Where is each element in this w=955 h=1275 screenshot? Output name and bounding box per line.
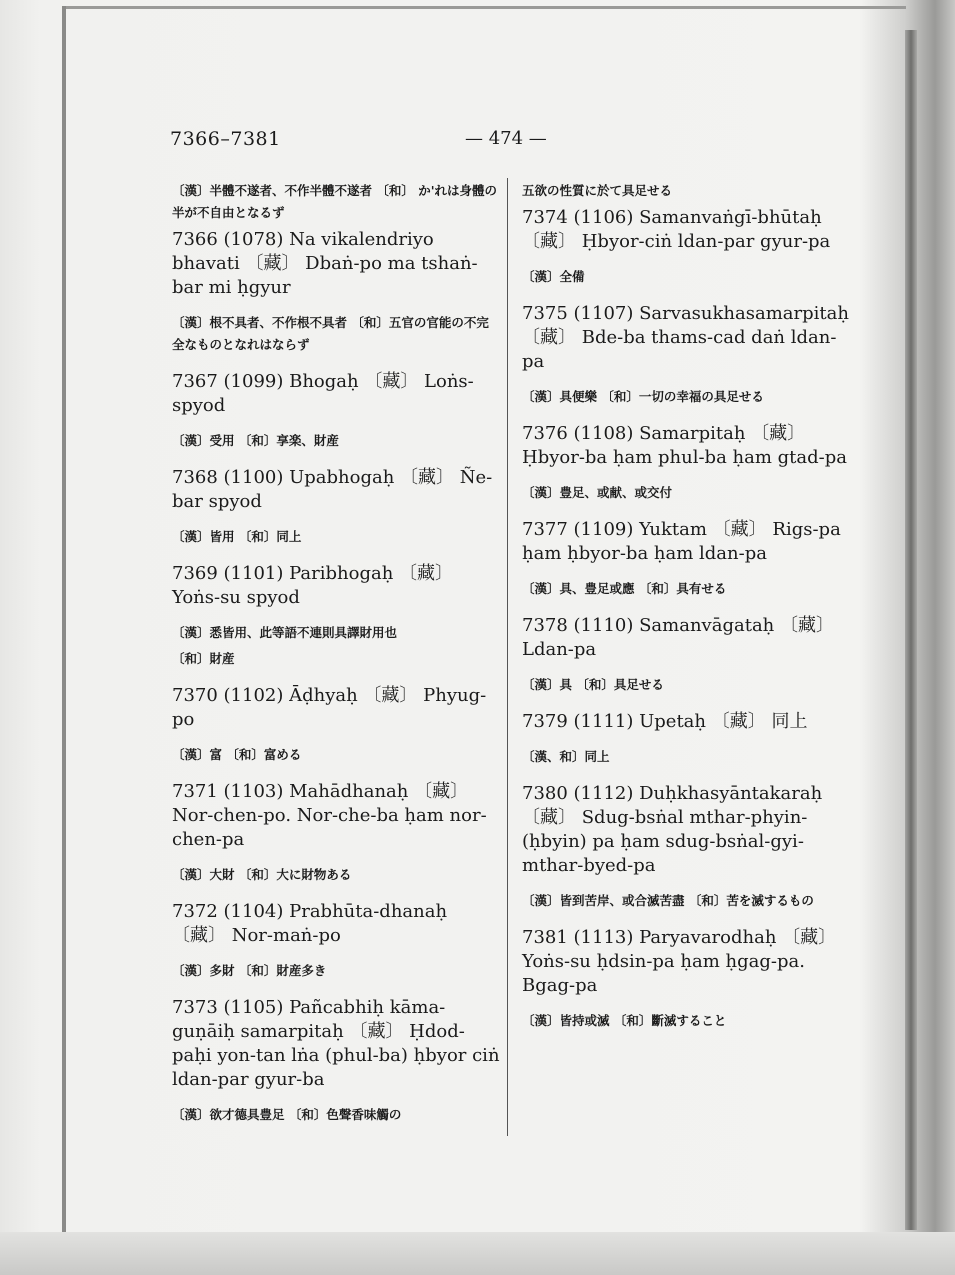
dictionary-entry: 7378 (1110) Samanvāgataḥ 〔藏〕 Ldan-pa bbox=[522, 615, 834, 660]
jp-gloss: 〔漢、和〕同上 bbox=[522, 749, 610, 764]
dictionary-entry: 7368 (1100) Upabhogaḥ 〔藏〕 Ñe-bar spyod bbox=[172, 467, 493, 512]
jp-gloss: 〔漢〕全備 bbox=[522, 269, 585, 284]
dictionary-entry: 7379 (1111) Upetaḥ 〔藏〕 同上 bbox=[522, 711, 808, 732]
dictionary-entry: 7369 (1101) Paribhogaḥ 〔藏〕 Yoṅs-su spyod bbox=[172, 563, 454, 608]
jp-gloss: 〔漢〕欲才德具豊足 〔和〕色聲香味觸の bbox=[172, 1107, 402, 1122]
page-top-edge bbox=[66, 6, 906, 9]
jp-gloss: 〔漢〕具、豊足或應 〔和〕具有せる bbox=[522, 581, 727, 596]
page-number: — 474 — bbox=[465, 128, 547, 149]
dictionary-entry: 7370 (1102) Āḍhyaḥ 〔藏〕 Phyug-po bbox=[172, 685, 487, 730]
left-column bbox=[172, 180, 500, 1140]
jp-gloss: 〔漢〕皆持或滅 〔和〕斷滅すること bbox=[522, 1013, 727, 1028]
jp-gloss: 〔漢〕具便樂 〔和〕一切の幸福の具足せる bbox=[522, 389, 764, 404]
dictionary-entry: 7377 (1109) Yuktam 〔藏〕 Rigs-pa ḥam ḥbyor-ba ḥam ldan-pa bbox=[522, 519, 841, 564]
jp-gloss: 〔漢〕半體不遂者、不作半體不遂者 〔和〕 か'れは身體の半が不自由となるず bbox=[172, 183, 498, 220]
jp-gloss: 五欲の性質に於て具足せる bbox=[522, 183, 673, 198]
jp-gloss: 〔漢〕具 〔和〕具足せる bbox=[522, 677, 664, 692]
jp-gloss: 〔漢〕富 〔和〕富める bbox=[172, 747, 302, 762]
jp-gloss: 〔漢〕根不具者、不作根不具者 〔和〕五官の官能の不完全なものとなれはならず bbox=[172, 315, 489, 352]
dictionary-entry: 7373 (1105) Pañcabhiḥ kāma-guṇāiḥ samarpitaḥ 〔藏〕 Ḥdod-paḥi yon-tan lṅa (phul-ba) ḥbyor ciṅ ldan-par gyur-ba bbox=[172, 997, 500, 1090]
dictionary-entry: 7367 (1099) Bhogaḥ 〔藏〕 Loṅs-spyod bbox=[172, 371, 474, 416]
dictionary-entry: 7381 (1113) Paryavarodhaḥ 〔藏〕 Yoṅs-su ḥdsin-pa ḥam ḥgag-pa. Bgag-pa bbox=[522, 927, 837, 996]
jp-gloss: 〔漢〕大財 〔和〕大に財物ある bbox=[172, 867, 352, 882]
jp-gloss: 〔漢〕悉皆用、此等語不連則具譯財用也 bbox=[172, 625, 398, 640]
jp-gloss: 〔漢〕多財 〔和〕財産多き bbox=[172, 963, 327, 978]
right-column bbox=[522, 180, 850, 1046]
page-left-edge bbox=[62, 6, 66, 1246]
column-divider bbox=[507, 178, 508, 1136]
dictionary-entry: 7372 (1104) Prabhūta-dhanaḥ 〔藏〕 Nor-maṅ-po bbox=[172, 901, 448, 946]
book-gutter-shadow bbox=[905, 30, 917, 1230]
dictionary-entry: 7374 (1106) Samanvaṅgī-bhūtaḥ 〔藏〕 Ḥbyor-ciṅ ldan-par gyur-pa bbox=[522, 207, 831, 252]
page-bottom-edge bbox=[0, 1232, 955, 1275]
dictionary-entry: 7380 (1112) Duḥkhasyāntakaraḥ 〔藏〕 Sdug-bsṅal mthar-phyin-(ḥbyin) pa ḥam sdug-bsṅal-gyi-mthar-byed-pa bbox=[522, 783, 823, 876]
jp-gloss: 〔和〕財産 bbox=[172, 651, 235, 666]
dictionary-entry: 7371 (1103) Mahādhanaḥ 〔藏〕 Nor-chen-po. Nor-che-ba ḥam nor-chen-pa bbox=[172, 781, 487, 850]
dictionary-entry: 7375 (1107) Sarvasukhasamarpitaḥ 〔藏〕 Bde-ba thams-cad daṅ ldan-pa bbox=[522, 303, 849, 372]
jp-gloss: 〔漢〕皆用 〔和〕同上 bbox=[172, 529, 302, 544]
entry-range-header: 7366–7381 bbox=[170, 128, 281, 150]
dictionary-entry: 7366 (1078) Na vikalendriyo bhavati 〔藏〕 Dbaṅ-po ma tshaṅ-bar mi ḥgyur bbox=[172, 229, 478, 298]
jp-gloss: 〔漢〕受用 〔和〕享楽、財産 bbox=[172, 433, 339, 448]
jp-gloss: 〔漢〕豊足、或献、或交付 bbox=[522, 485, 673, 500]
dictionary-entry: 7376 (1108) Samarpitaḥ 〔藏〕 Ḥbyor-ba ḥam phul-ba ḥam gtad-pa bbox=[522, 423, 847, 468]
jp-gloss: 〔漢〕皆到苦岸、或合滅苦盡 〔和〕苦を滅するもの bbox=[522, 893, 814, 908]
